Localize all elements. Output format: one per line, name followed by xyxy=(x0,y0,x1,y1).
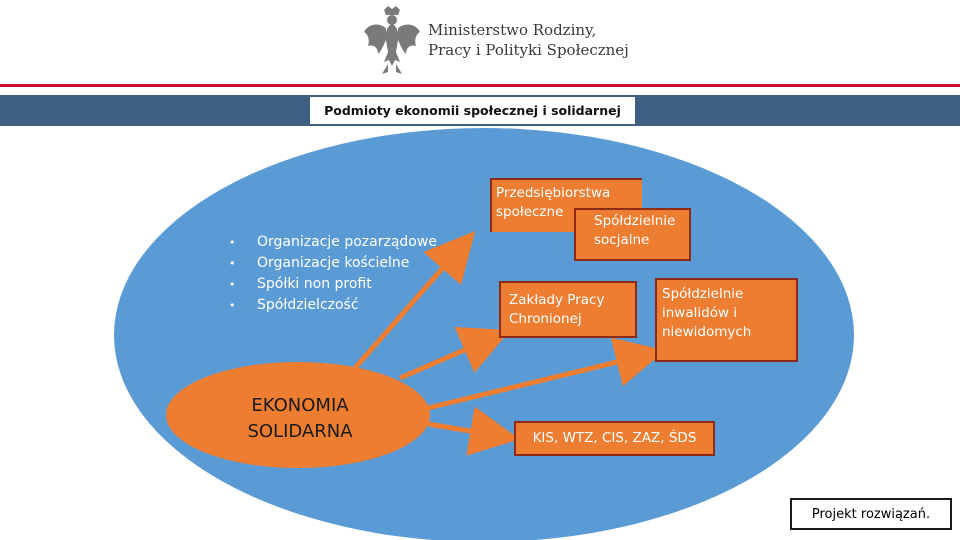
list-item: • Organizacje kościelne xyxy=(225,253,437,274)
social-cooperatives-box xyxy=(574,208,691,261)
disabled-cooperatives-box xyxy=(655,278,798,362)
social-economy-list xyxy=(225,232,437,316)
footer-label: Projekt rozwiązań. xyxy=(790,498,952,530)
list-item: • Organizacje pozarządowe xyxy=(225,232,437,253)
solidarity-economy-label xyxy=(215,393,385,445)
page-title: Podmioty ekonomii społecznej i solidarnej xyxy=(310,97,635,124)
box-text-line: Chronionej xyxy=(509,311,582,327)
list-item: • Spółki non profit xyxy=(225,274,437,295)
box-text-line: socjalne xyxy=(594,232,650,248)
core-label-line2: SOLIDARNA xyxy=(247,421,353,442)
ministry-name-line2: Pracy i Polityki Społecznej xyxy=(428,41,629,59)
box-text-line: Przedsiębiorstwa xyxy=(496,185,611,201)
box-text-line: niewidomych xyxy=(662,324,752,340)
box-text-line: Spółdzielnie xyxy=(594,213,676,229)
sheltered-workshops-box xyxy=(499,281,637,338)
box-text-line: Zakłady Pracy xyxy=(509,292,605,308)
box-text-line: społeczne xyxy=(496,204,564,220)
ministry-name-line1: Ministerstwo Rodziny, xyxy=(428,21,597,39)
institutions-box: KIS, WTZ, CIS, ZAZ, ŚDS xyxy=(514,421,715,456)
core-label-line1: EKONOMIA xyxy=(251,395,349,416)
box-text-line: inwalidów i xyxy=(662,305,738,321)
list-item: • Spółdzielczość xyxy=(225,295,437,316)
box-text-line: Spółdzielnie xyxy=(662,286,744,302)
